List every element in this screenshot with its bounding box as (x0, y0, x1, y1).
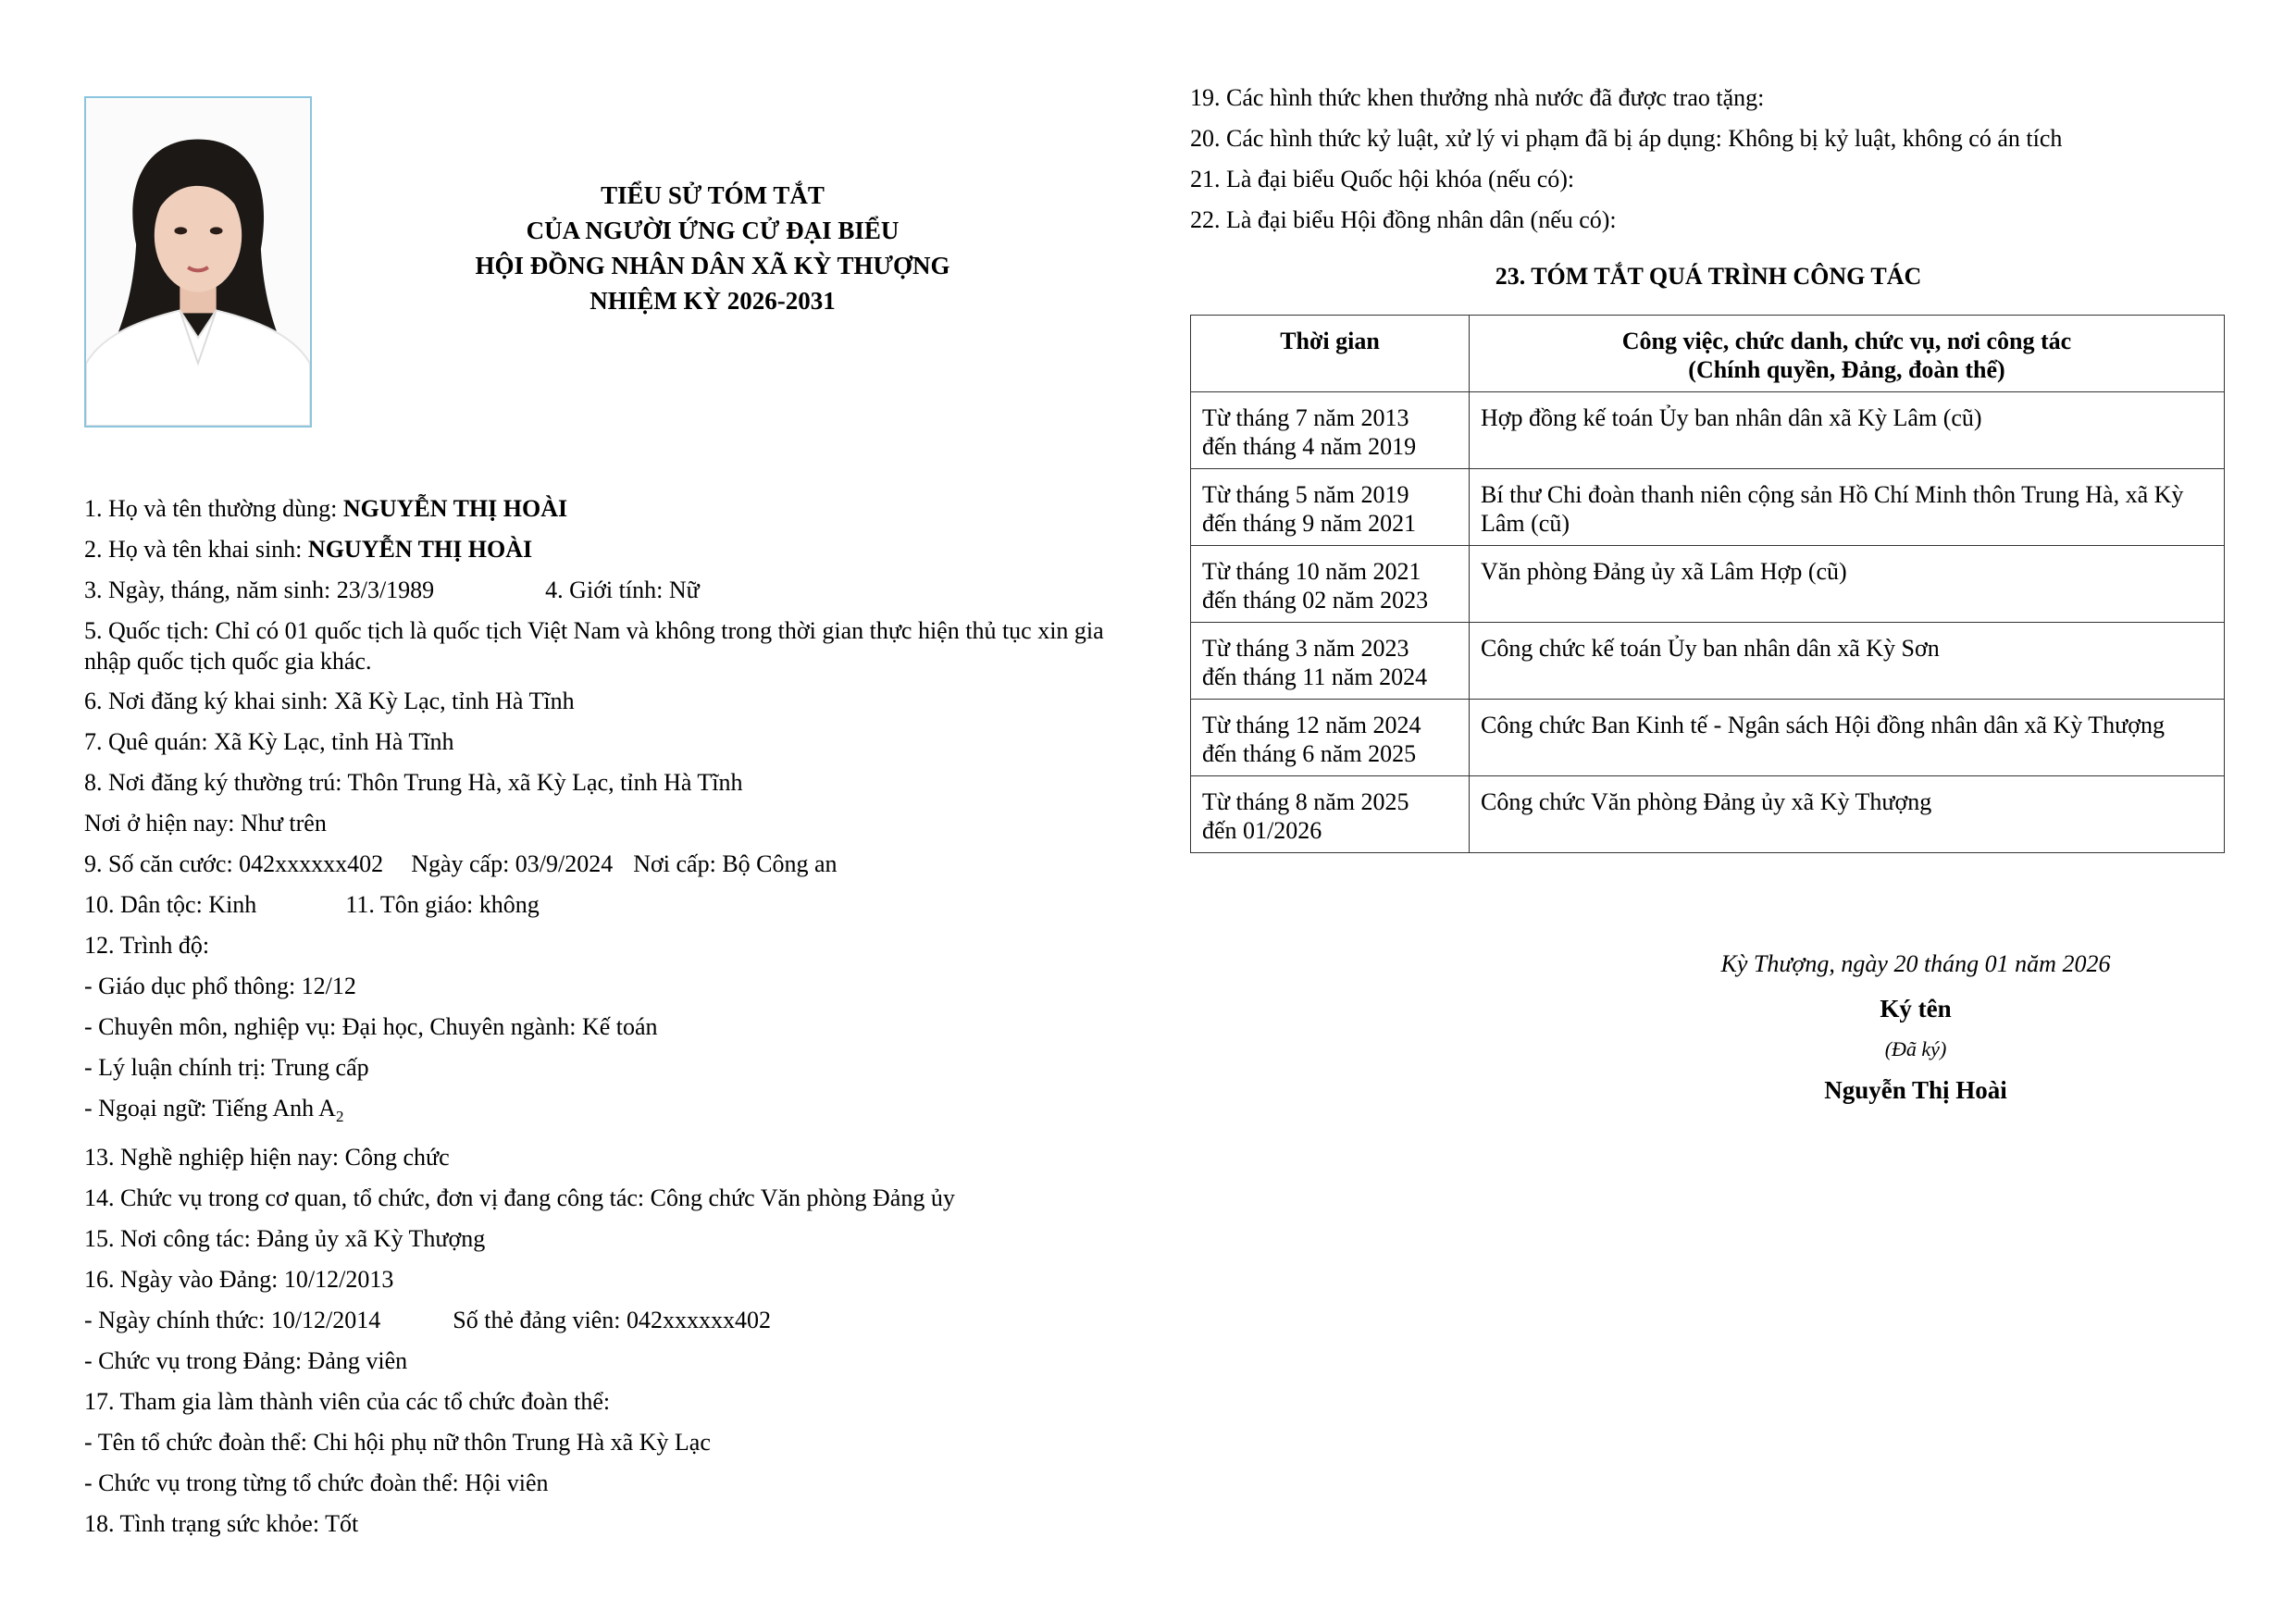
gender: 4. Giới tính: Nữ (545, 576, 700, 603)
field-hometown: 7. Quê quán: Xã Kỳ Lạc, tỉnh Hà Tĩnh (84, 728, 454, 755)
title-line-1: TIỂU SỬ TÓM TẮT (601, 181, 825, 209)
field-organization-name: - Tên tổ chức đoàn thể: Chi hội phụ nữ thôn Trung Hà xã Kỳ Lạc (84, 1429, 711, 1457)
candidate-photo (84, 96, 312, 428)
row-time: Từ tháng 10 năm 2021 đến tháng 02 năm 2023 (1191, 546, 1470, 623)
table-row (1191, 700, 2225, 776)
personal-info-section (84, 489, 1121, 1544)
title-line-4: NHIỆM KỲ 2026-2031 (590, 287, 836, 315)
field-political-theory: - Lý luận chính trị: Trung cấp (84, 1054, 369, 1081)
field-health: 18. Tình trạng sức khỏe: Tốt (84, 1510, 359, 1538)
id-issuer: Nơi cấp: Bộ Công an (633, 850, 838, 877)
row-job: Văn phòng Đảng ủy xã Lâm Hợp (cũ) (1470, 546, 2225, 623)
field-organizations-heading: 17. Tham gia làm thành viên của các tổ chức đoàn thể: (84, 1388, 611, 1416)
work-history-title: 23. TÓM TẮT QUÁ TRÌNH CÔNG TÁC (1495, 263, 1922, 290)
field-birth-name: 2. Họ và tên khai sinh: NGUYỄN THỊ HOÀI (84, 536, 533, 563)
row-job: Công chức Văn phòng Đảng ủy xã Kỳ Thượng (1470, 776, 2225, 853)
field-party-position: - Chức vụ trong Đảng: Đảng viên (84, 1347, 408, 1375)
header-time: Thời gian (1191, 316, 1470, 392)
field-party-official (84, 1300, 1121, 1341)
id-issue-date: Ngày cấp: 03/9/2024 (411, 850, 614, 877)
field-general-education: - Giáo dục phổ thông: 12/12 (84, 973, 356, 999)
row-job: Công chức kế toán Ủy ban nhân dân xã Kỳ Sơn (1470, 623, 2225, 700)
table-row (1191, 623, 2225, 700)
common-name-value: NGUYỄN THỊ HOÀI (342, 495, 568, 522)
birthdate: 3. Ngày, tháng, năm sinh: 23/3/1989 (84, 576, 435, 603)
id-number: 9. Số căn cước: 042xxxxxx402 (84, 850, 384, 877)
party-card-number: Số thẻ đảng viên: 042xxxxxx402 (453, 1307, 772, 1334)
field-education-heading: 12. Trình độ: (84, 932, 210, 959)
additional-info-section (1190, 78, 2227, 853)
work-history-table (1190, 315, 2225, 853)
sign-label: Ký tên (1880, 995, 1952, 1023)
official-date: - Ngày chính thức: 10/12/2014 (84, 1307, 381, 1334)
ethnicity: 10. Dân tộc: Kinh (84, 891, 257, 918)
field-peoples-council: 22. Là đại biểu Hội đồng nhân dân (nếu có): (1190, 206, 1617, 233)
field-professional-qualification: - Chuyên môn, nghiệp vụ: Đại học, Chuyên ngành: Kế toán (84, 1013, 658, 1040)
religion: 11. Tôn giáo: không (345, 891, 540, 918)
row-job: Hợp đồng kế toán Ủy ban nhân dân xã Kỳ Lâm (cũ) (1470, 392, 2225, 469)
field-common-name: 1. Họ và tên thường dùng: NGUYỄN THỊ HOÀI (84, 495, 568, 522)
portrait-image (86, 98, 310, 426)
title-line-3: HỘI ĐỒNG NHÂN DÂN XÃ KỲ THƯỢNG (475, 252, 950, 279)
table-row (1191, 392, 2225, 469)
field-ethnicity-religion (84, 885, 1121, 925)
field-position: 14. Chức vụ trong cơ quan, tổ chức, đơn vị đang công tác: Công chức Văn phòng Đảng ủy (84, 1184, 955, 1212)
table-row (1191, 469, 2225, 546)
row-time: Từ tháng 12 năm 2024 đến tháng 6 năm 2025 (1191, 700, 1470, 776)
place-date: Kỳ Thượng, ngày 20 tháng 01 năm 2026 (1720, 950, 2111, 977)
row-job: Công chức Ban Kinh tế - Ngân sách Hội đồng nhân dân xã Kỳ Thượng (1470, 700, 2225, 776)
field-permanent-residence: 8. Nơi đăng ký thường trú: Thôn Trung Hà, xã Kỳ Lạc, tỉnh Hà Tĩnh (84, 769, 743, 796)
table-header-row (1191, 316, 2225, 392)
title-line-2: CỦA NGƯỜI ỨNG CỬ ĐẠI BIỂU (526, 217, 900, 244)
field-birth-registration: 6. Nơi đăng ký khai sinh: Xã Kỳ Lạc, tỉnh Hà Tĩnh (84, 688, 575, 714)
field-birthdate-gender (84, 570, 1121, 611)
row-time: Từ tháng 7 năm 2013 đến tháng 4 năm 2019 (1191, 392, 1470, 469)
row-time: Từ tháng 5 năm 2019 đến tháng 9 năm 2021 (1191, 469, 1470, 546)
row-time: Từ tháng 3 năm 2023 đến tháng 11 năm 2024 (1191, 623, 1470, 700)
field-foreign-language: - Ngoại ngữ: Tiếng Anh $A_2$ (84, 1095, 344, 1126)
field-nationality: 5. Quốc tịch: Chỉ có 01 quốc tịch là quốc tịch Việt Nam và không trong thời gian thực hiện thủ tục xin gia nhập quốc tịch quốc gia khác. (84, 617, 1104, 675)
row-time: Từ tháng 8 năm 2025 đến 01/2026 (1191, 776, 1470, 853)
field-occupation: 13. Nghề nghiệp hiện nay: Công chức (84, 1144, 450, 1172)
header-job: Công việc, chức danh, chức vụ, nơi công tác (Chính quyền, Đảng, đoàn thể) (1470, 316, 2225, 392)
birth-name-value: NGUYỄN THỊ HOÀI (307, 536, 533, 563)
table-row (1191, 776, 2225, 853)
signer-name: Nguyễn Thị Hoài (1824, 1076, 2007, 1104)
field-organization-role: - Chức vụ trong từng tổ chức đoàn thể: Hội viên (84, 1469, 549, 1497)
field-workplace: 15. Nơi công tác: Đảng ủy xã Kỳ Thượng (84, 1225, 486, 1253)
field-discipline: 20. Các hình thức kỷ luật, xử lý vi phạm đã bị áp dụng: Không bị kỷ luật, không có án tích (1190, 125, 2063, 152)
signed-note: (Đã ký) (1884, 1037, 1947, 1060)
row-job: Bí thư Chi đoàn thanh niên cộng sản Hồ Chí Minh thôn Trung Hà, xã Kỳ Lâm (cũ) (1470, 469, 2225, 546)
field-national-assembly: 21. Là đại biểu Quốc hội khóa (nếu có): (1190, 166, 1575, 192)
field-awards: 19. Các hình thức khen thưởng nhà nước đã được trao tặng: (1190, 84, 1765, 111)
table-row (1191, 546, 2225, 623)
signature-block (1657, 944, 2175, 1110)
field-current-residence: Nơi ở hiện nay: Như trên (84, 810, 327, 837)
field-party-admission-date: 16. Ngày vào Đảng: 10/12/2013 (84, 1266, 394, 1294)
field-id-card (84, 844, 1121, 885)
document-title (370, 178, 1055, 318)
